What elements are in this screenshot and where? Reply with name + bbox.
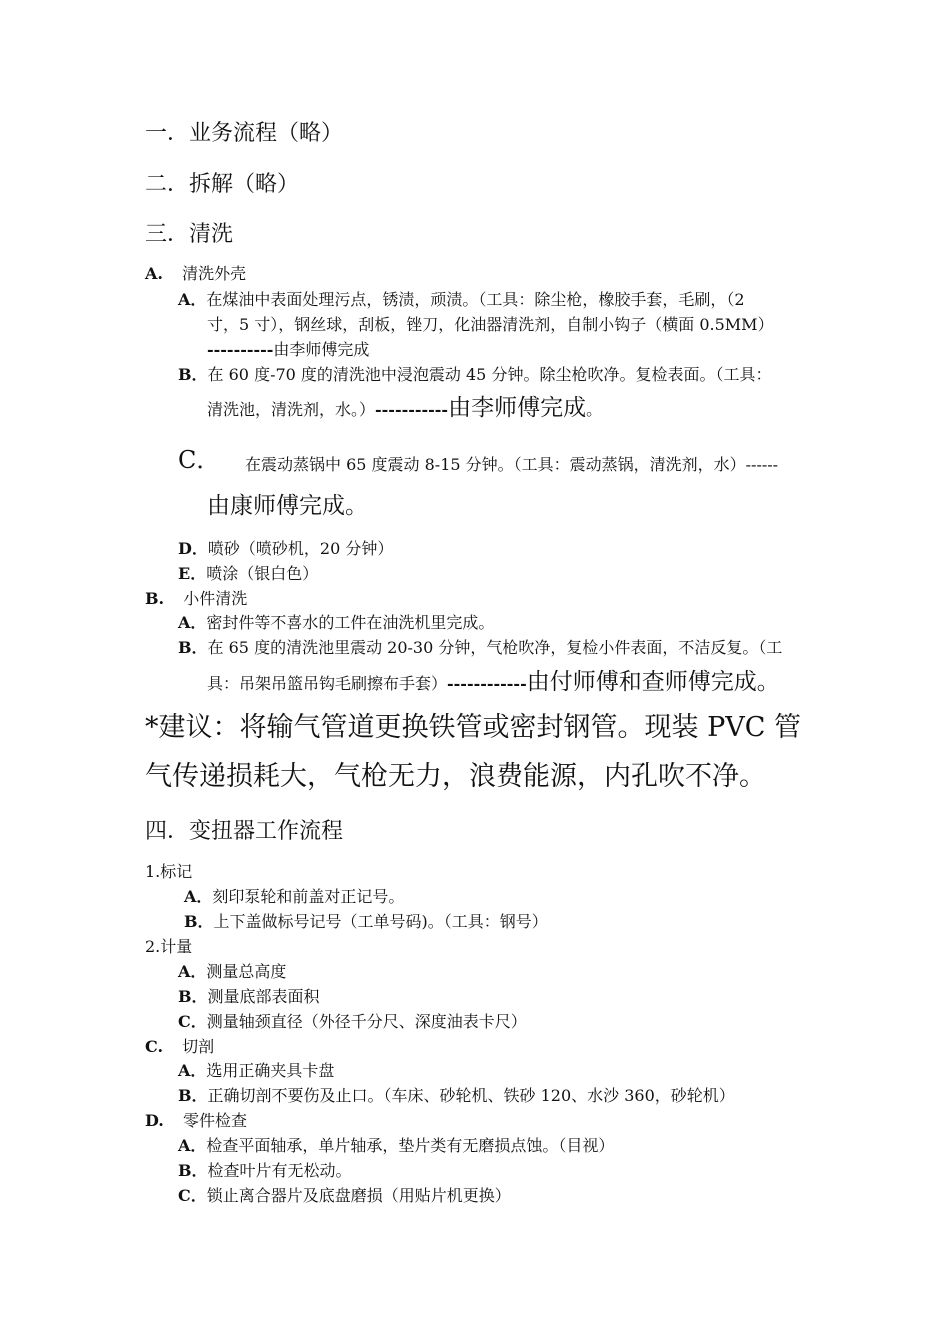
list-text: 检查叶片有无松动。 [207, 1161, 352, 1180]
list-marker: A． [178, 613, 207, 632]
section-heading-3: 三．清洗 [145, 222, 234, 247]
list-item [184, 889, 404, 905]
list-item [178, 640, 782, 656]
list-item [178, 1163, 352, 1179]
list-item [178, 1188, 511, 1204]
list-marker: B． [178, 1086, 208, 1105]
list-marker: D. [145, 1111, 164, 1130]
list-text: 正确切剖不要伤及止口。（车床、砂轮机、铁砂 120、水沙 360，砂轮机） [207, 1086, 735, 1105]
list-marker: A． [178, 962, 207, 981]
list-text-continued: 由康师傅完成。 [207, 493, 368, 519]
list-item [178, 566, 318, 582]
list-marker: C. [145, 1037, 164, 1056]
list-text-continued: ----------由李师傅完成 [207, 340, 370, 359]
list-text-continued: 具：吊架吊篮吊钩毛刷擦布手套）------------由付师傅和查师傅完成。 [207, 669, 780, 695]
list-text: 刻印泵轮和前盖对正记号。 [212, 887, 405, 906]
wash-group-b [145, 591, 247, 607]
section-heading-4: 四．变扭器工作流程 [145, 819, 344, 844]
list-item [178, 292, 745, 308]
list-text: 测量底部表面积 [207, 987, 320, 1006]
section-heading-2: 二．拆解（略） [145, 172, 300, 197]
suggestion-line-1: *建议：将输气管道更换铁管或密封钢管。现装 PVC 管 [145, 712, 801, 743]
list-text: 在震动蒸锅中 65 度震动 8-15 分钟。（工具：震动蒸锅，清洗剂，水）------ [245, 455, 779, 474]
list-text: 喷砂（喷砂机，20 分钟） [207, 539, 394, 558]
list-marker: A． [178, 1061, 207, 1080]
list-marker: D． [178, 539, 208, 558]
list-item [178, 367, 771, 383]
suggestion-line-2: 气传递损耗大，气枪无力，浪费能源，内孔吹不净。 [145, 761, 766, 792]
list-text: 测量总高度 [206, 962, 287, 981]
workflow-group-title: 2.计量 [145, 937, 193, 956]
list-marker: A． [184, 887, 213, 906]
list-marker: B． [178, 365, 208, 384]
list-marker: C． [178, 446, 221, 474]
list-item [184, 914, 548, 930]
list-text: 在 65 度的清洗池里震动 20-30 分钟，气枪吹净，复检小件表面，不洁反复。（工 [207, 638, 783, 657]
list-text: 喷涂（银白色） [206, 564, 319, 583]
list-title: 清洗外壳 [182, 264, 247, 283]
list-item [178, 964, 286, 980]
list-marker: A. [145, 264, 163, 283]
list-text: 锁止离合器片及底盘磨损（用贴片机更换） [206, 1186, 511, 1205]
wash-group-a [145, 266, 246, 282]
list-marker: B． [178, 1161, 208, 1180]
list-text: 测量轴颈直径（外径千分尺、深度油表卡尺） [206, 1012, 527, 1031]
list-item [178, 615, 494, 631]
list-item [178, 1014, 527, 1030]
list-item [178, 1063, 334, 1079]
list-marker: C． [178, 1186, 207, 1205]
list-marker: B. [145, 589, 165, 608]
list-text: 上下盖做标号记号（工单号码)。（工具：钢号） [213, 912, 548, 931]
workflow-group-title: C. 切剖 [145, 1037, 215, 1056]
list-marker: E． [178, 564, 207, 583]
list-marker: B． [184, 912, 214, 931]
section-heading-1: 一．业务流程（略） [145, 121, 344, 146]
list-marker: B． [178, 987, 208, 1006]
list-title: 小件清洗 [183, 589, 248, 608]
workflow-group-title: 1.标记 [145, 862, 193, 881]
list-marker: B． [178, 638, 208, 657]
list-text-continued: 寸，5 寸），钢丝球，刮板，锉刀，化油器清洗剂，自制小钩子（横面 0.5MM） [207, 315, 774, 334]
list-item [178, 541, 393, 557]
list-text: 密封件等不喜水的工件在油洗机里完成。 [206, 613, 495, 632]
list-marker: A． [178, 1136, 207, 1155]
list-text: 检查平面轴承，单片轴承，垫片类有无磨损点蚀。（目视） [206, 1136, 615, 1155]
list-item [178, 989, 320, 1005]
list-item [178, 1138, 614, 1154]
list-text: 在 60 度-70 度的清洗池中浸泡震动 45 分钟。除尘枪吹净。复检表面。（工具： [207, 365, 772, 384]
list-item [178, 1088, 735, 1104]
list-text-continued: 清洗池，清洗剂，水。）-----------由李师傅完成。 [207, 395, 603, 421]
list-text: 选用正确夹具卡盘 [206, 1061, 335, 1080]
workflow-group-title: D. 零件检查 [145, 1111, 247, 1130]
list-marker: C． [178, 1012, 207, 1031]
list-text: 在煤油中表面处理污点，锈渍，顽渍。（工具：除尘枪，橡胶手套，毛刷，（2 [206, 290, 745, 309]
list-marker: A． [178, 290, 207, 309]
